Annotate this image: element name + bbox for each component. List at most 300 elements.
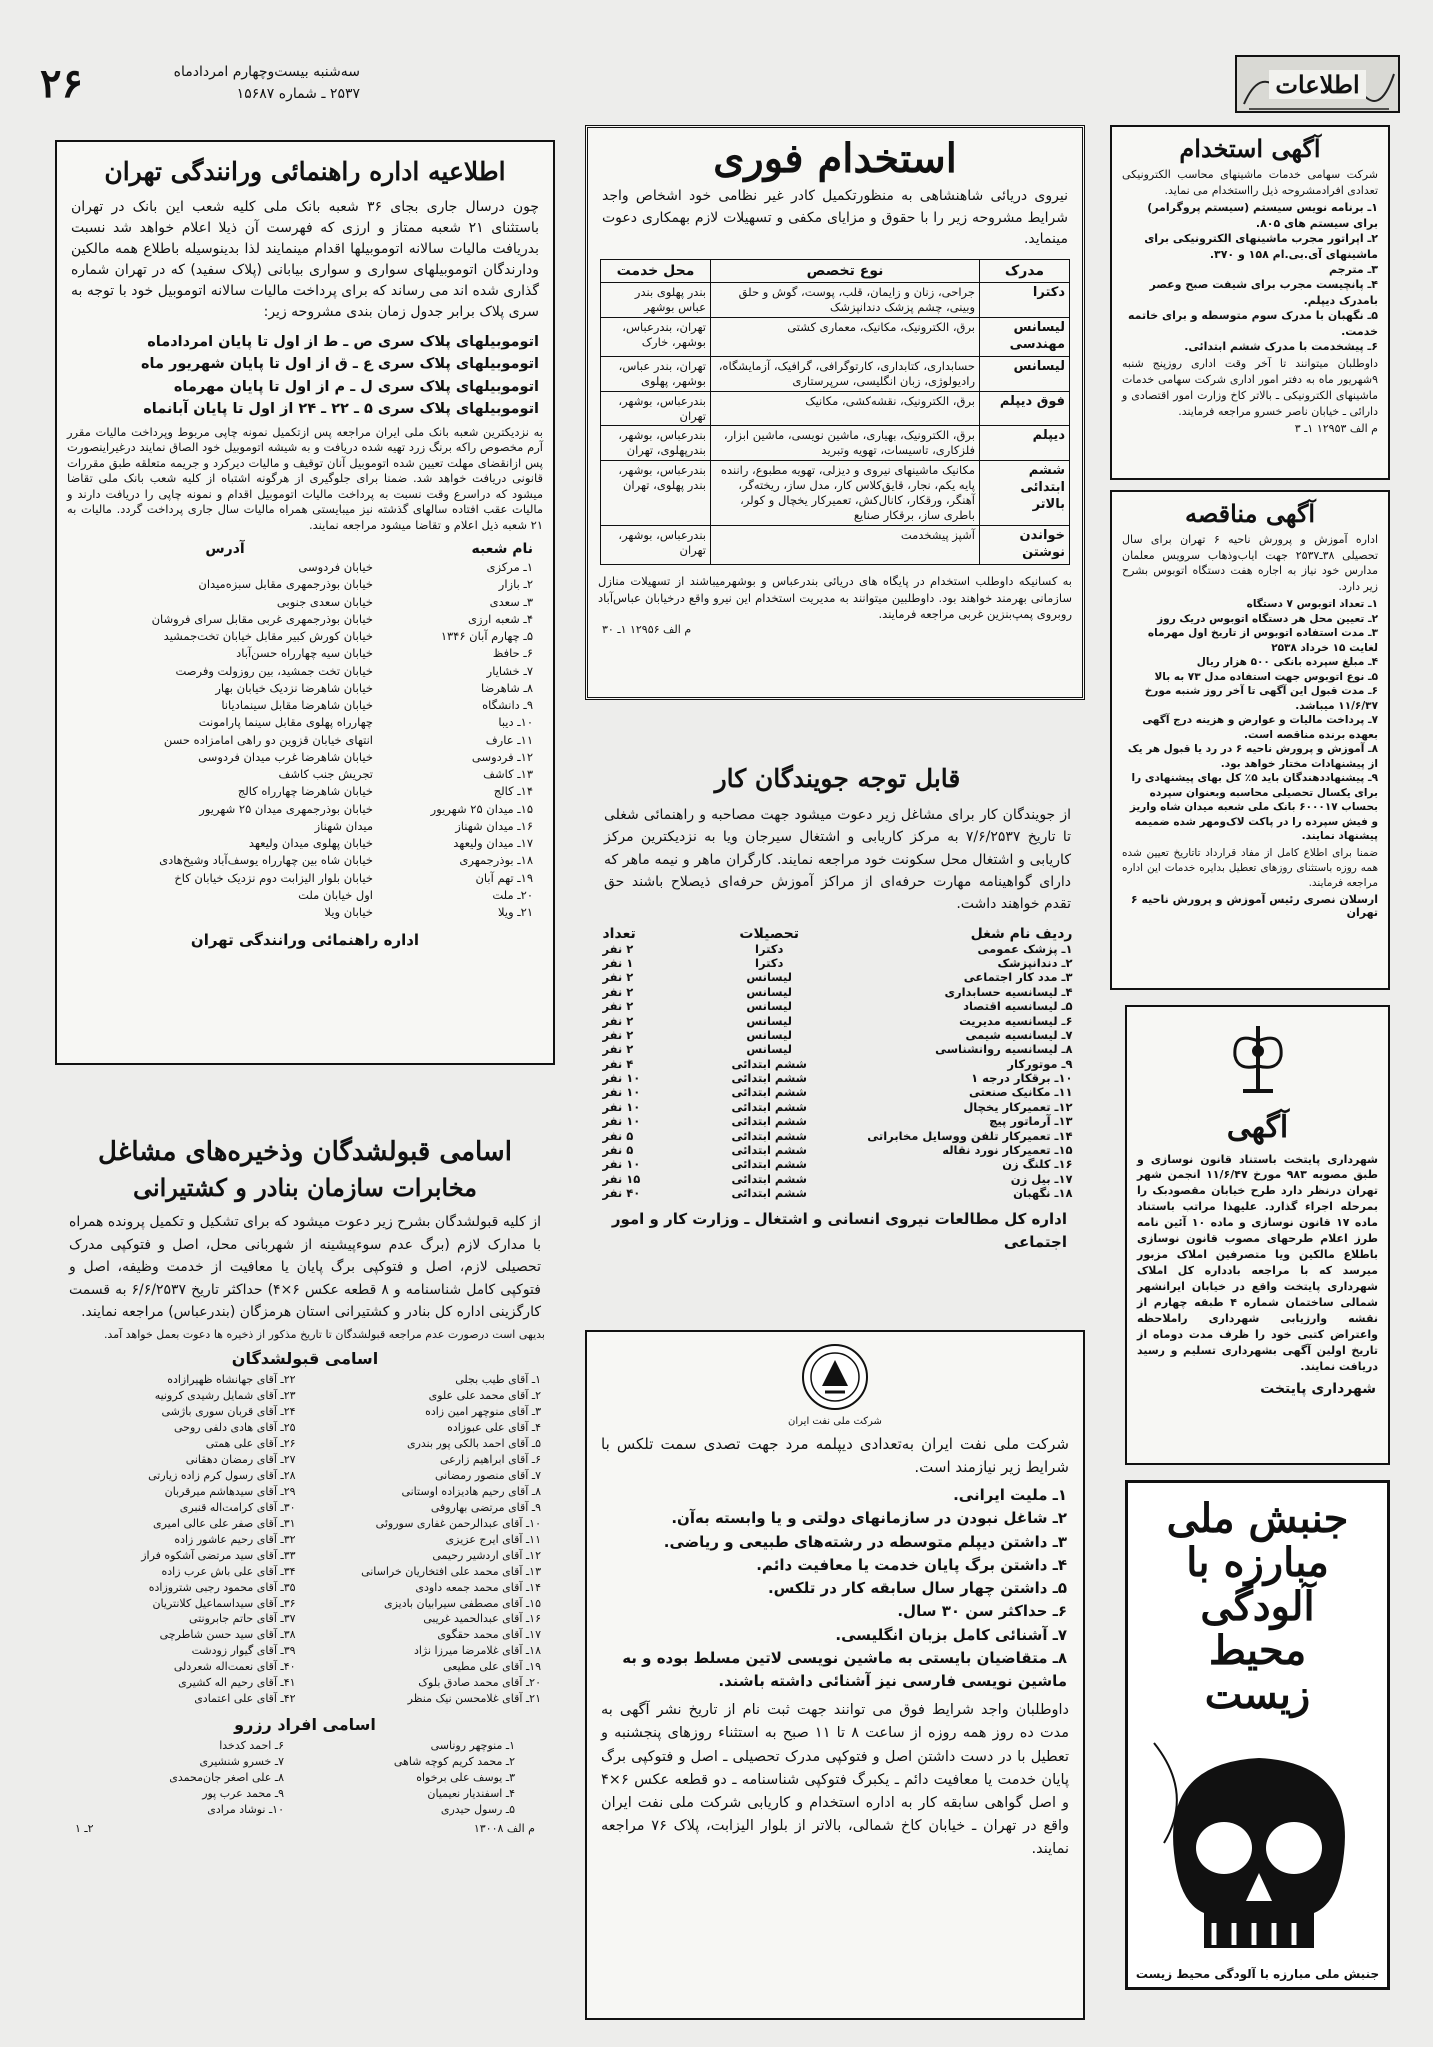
- tender-item: ۴ـ مبلغ سپرده بانکی ۵۰۰ هزار ریال: [1196, 656, 1378, 669]
- oil-requirements: [587, 1478, 1083, 1699]
- branch-address: خیابان ویلا: [324, 905, 373, 920]
- municipal-notice: [1125, 1005, 1390, 1465]
- poster-line-1: جنبش ملی: [1166, 1495, 1349, 1542]
- jobs-row: [603, 970, 1073, 984]
- tender-item: ۷ـ پرداخت مالیات و عوارض و هزینه درج آگهی بعهده برنده مناقصه است.: [1142, 714, 1378, 741]
- reserve-title: اسامی افراد رزرو: [234, 1715, 376, 1735]
- job-name: ۵ـ لیسانسیه اقتصاد: [963, 999, 1073, 1014]
- tender-item: ۵ـ نوع اتوبوس جهت استفاده مدل ۷۳ به بالا: [1154, 670, 1378, 683]
- branch-name-header: نام شعبه: [471, 541, 533, 558]
- branch-address: خیابان فردوسی: [298, 560, 373, 575]
- job-education: دکترا: [755, 941, 784, 956]
- navy-code: م الف ۱۲۹۵۶ ۱ـ ۳۰: [602, 622, 692, 636]
- poster-caption: جنبش ملی مبارزه با آلودگی محیط زیست: [1135, 1967, 1380, 1981]
- reserves-notice: [55, 1130, 555, 2015]
- job-count: ۱۰ نفر: [602, 1085, 641, 1100]
- branch-address: خیابان شاهرضا چهارراه کالج: [237, 784, 373, 799]
- branch-name: ۱۲ـ فردوسی: [471, 749, 533, 764]
- tender-notice: [1110, 490, 1390, 990]
- hiring-small-code: م الف ۱۲۹۵۳ ۱ـ ۳: [1294, 422, 1378, 436]
- job-name: ۱ـ پزشک عمومی: [977, 941, 1073, 956]
- jobs-notice: [590, 755, 1085, 1275]
- navy-specialty: حسابداری، کتابداری، کارتوگرافی، گرافیک، آزمایشگاه، رادیولوژی، زبان انگلیسی، سرپرستاری: [711, 356, 980, 391]
- jobs-row: [603, 1143, 1073, 1157]
- job-education: ششم ابتدائی: [731, 1157, 807, 1172]
- oil-logo: [587, 1342, 1083, 1427]
- accepted-name: ۳۷ـ آقای حاتم جابرونتی: [189, 1612, 296, 1626]
- accepted-name: ۳۰ـ آقای کرامت‌اله قنبری: [179, 1500, 296, 1514]
- navy-intro: نیروی دریائی شاهنشاهی به منظورتکمیل کادر غیر نظامی خود اشخاص واجد شرایط مشروحه زیر را با حقوق و مزایای مکفی و تسهیلات لازم بهمکاری دعوت مینماید.: [602, 188, 1068, 248]
- hiring-item: ۵ـ نگهبان با مدرک سوم متوسطه و برای خاتمه خدمت.: [1127, 309, 1378, 338]
- schedule-item: اتوموبیلهای پلاک سری ل ـ م از اول تا پایان مهرماه: [173, 378, 539, 395]
- navy-location: بندرعباس، بوشهر، بندرپهلوی، تهران: [601, 426, 711, 461]
- accepted-name: ۱۲ـ آقای اردشیر رحیمی: [432, 1548, 541, 1562]
- hiring-small: [1110, 125, 1390, 480]
- job-education: ششم ابتدائی: [731, 1114, 807, 1129]
- tender-item: ۲ـ تعیین محل هر دستگاه اتوبوس دریک روز: [1157, 612, 1378, 625]
- accepted-name: ۱۴ـ آقای محمد جمعه داودی: [415, 1580, 541, 1594]
- jobs-col-count: تعداد: [602, 925, 636, 942]
- hiring-small-items: [1112, 198, 1388, 356]
- navy-specialty: جراحی، زنان و زایمان، قلب، پوست، گوش و حلق وبینی، چشم پزشک دندانپزشک: [711, 283, 980, 318]
- accepted-name: ۲ـ آقای محمد علی علوی: [428, 1389, 541, 1403]
- navy-footer: به کسانیکه داوطلب استخدام در پایگاه های دریائی بندرعباس و بوشهرمیباشند از تسهیلات منازل سازمانی بهرمند خواهند بود. داوطلبین میتوانند به مدیریت استخدام این نیرو واقع درخیابان عباس‌آباد روبروی پمپ‌بنزین غربی مراجعه فرمایند.: [598, 573, 1072, 622]
- jobs-row: [603, 1172, 1073, 1186]
- municipal-sign: شهرداری پایتخت: [1260, 1380, 1376, 1397]
- tender-item: ۳ـ مدت استفاده اتوبوس از تاریخ اول مهرماه لغایت ۱۵ خرداد ۲۵۳۸: [1147, 627, 1378, 654]
- reserves-note: بدیهی است درصورت عدم مراجعه قبولشدگان تا تاریخ مذکور از ذخیره ها دعوت بعمل خواهد آمد.: [103, 1328, 545, 1342]
- navy-degree: ششم ابتدائی بالاتر: [980, 461, 1070, 526]
- reserve-name: ۳ـ یوسف علی برخواه: [416, 1770, 515, 1784]
- accepted-name: ۱۸ـ آقای غلامرضا میرزا نژاد: [413, 1644, 541, 1658]
- job-education: ششم ابتدائی: [731, 1056, 807, 1071]
- reserves-code-2: ۲ـ ۱: [75, 1821, 94, 1835]
- accepted-name: ۶ـ آقای ابراهیم زارعی: [439, 1453, 541, 1467]
- accepted-name: ۱ـ آقای طیب بجلی: [455, 1373, 541, 1387]
- job-count: ۱ نفر: [602, 956, 634, 971]
- jobs-title: قابل توجه جویندگان کار: [714, 764, 961, 793]
- oil-body: داوطلبان واجد شرایط فوق می توانند جهت ثبت نام از تاریخ نشر آگهی به مدت ده روز همه روزه از ساعت ۸ تا ۱۱ صبح به استثناء روزهای پنجشنبه و تعطیل با در دست داشتن اصل و فتوکپی مدرک تحصیلی ـ اصل و فتوکپی برگ پایان خدمت یا معافیت دائم ـ یکبرگ فتوکپی شناسنامه ـ دو قطعه عکس ۶×۴ و اصل گواهی سابقه کار به اداره استخدام و کاریابی شرکت ملی نفت ایران واقع در تهران ـ خیابان کاخ شمالی، بالاتر از بلوار الیزابت، پلاک ۷۶ مراجعه نمایند.: [601, 1702, 1070, 1858]
- job-name: ۱۴ـ تعمیرکار تلفن ووسایل مخابراتی: [867, 1128, 1073, 1143]
- job-name: ۸ـ لیسانسیه روانشناسی: [935, 1042, 1073, 1057]
- branch-name: ۶ـ حافظ: [492, 646, 533, 661]
- accepted-name: ۳۴ـ آقای علی باش عرب زاده: [161, 1564, 296, 1578]
- municipal-emblem-icon: [1223, 1021, 1293, 1101]
- jobs-table: [603, 926, 1073, 1201]
- traffic-intro: چون درسال جاری بجای ۳۶ شعبه بانک ملی کلیه شعب این بانک در تهران باستثنای ۲۱ شعبه ممتاز و ارزی که فهرست آن ذیلا اعلام خواهد شد نسبت بدریافت مالیات سالانه اتوموبیلها اقدام مینمایند لذا بدینوسیله باطلاع همه مالکین ودارندگان اتوموبیلهای سواری و سواری بیابانی (پلاک سفید) که در تهران شماره گذاری شده اند می رساند که برای پرداخت مالیات سالانه اتوموبیل خود با توجه به سری پلاک برابر جدول زمان بندی مشروحه زیر:: [71, 198, 539, 320]
- job-name: ۴ـ لیسانسیه حسابداری: [944, 984, 1073, 999]
- tender-body: ضمنا برای اطلاع کامل از مفاد قرارداد تاتاریخ تعیین شده همه روزه باستثنای روزهای تعطیل بدایره خدمات این اداره مراجعه فرمایند.: [1122, 846, 1378, 890]
- job-education: لیسانس: [746, 1027, 792, 1042]
- accepted-name: ۲۶ـ آقای علی همتی: [205, 1437, 296, 1451]
- accepted-title: اسامی قبولشدگان: [231, 1349, 379, 1369]
- accepted-name: ۳۳ـ آقای سید مرتضی آشکوه فراز: [141, 1548, 296, 1562]
- job-education: ششم ابتدائی: [731, 1128, 807, 1143]
- branch-name: ۷ـ خشایار: [486, 663, 533, 678]
- job-count: ۴ نفر: [602, 1056, 634, 1071]
- job-name: ۱۲ـ تعمیرکار یخچال: [963, 1099, 1073, 1114]
- hiring-item: ۲ـ اپراتور مجرب ماشینهای الکترونیکی برای ماشینهای آی.بی.ام ۱۵۸ و ۳۷۰.: [1144, 232, 1378, 261]
- hiring-small-intro: شرکت سهامی خدمات ماشینهای محاسب الکترونیکی تعدادی افرادمشروحه ذیل رااستخدام می نماید.: [1122, 167, 1378, 197]
- navy-row: [601, 461, 1070, 526]
- jobs-row: [603, 1100, 1073, 1114]
- navy-col-location: محل خدمت: [601, 260, 711, 283]
- job-count: ۱۵ نفر: [602, 1171, 641, 1186]
- branch-name: ۱۹ـ تهم آبان: [475, 870, 533, 885]
- navy-location: بندرعباس، بوشهر، بندر پهلوی، تهران: [601, 461, 711, 526]
- accepted-name: ۴۰ـ آقای نعمت‌اله شعردلی: [173, 1660, 296, 1674]
- accepted-name: ۲۲ـ آقای جهانشاه ظهیرازاده: [167, 1373, 296, 1387]
- branch-address: چهارراه پهلوی مقابل سینما پارامونت: [198, 715, 373, 730]
- jobs-row: [603, 1085, 1073, 1099]
- accepted-name: ۴۱ـ آقای رحیم اله کشیری: [178, 1676, 296, 1690]
- job-count: ۲ نفر: [602, 999, 634, 1014]
- page-number: ۲۶: [40, 60, 83, 107]
- masthead: [40, 55, 1400, 113]
- job-count: ۲ نفر: [602, 941, 634, 956]
- branch-name: ۱۶ـ میدان شهناز: [455, 818, 533, 833]
- jobs-footer: اداره کل مطالعات نیروی انسانی و اشتغال ـ وزارت کار و امور اجتماعی: [611, 1210, 1067, 1251]
- accepted-name: ۴۲ـ آقای علی اعتمادی: [194, 1692, 296, 1706]
- jobs-row: [603, 1157, 1073, 1171]
- hiring-item: ۳ـ مترجم: [1328, 263, 1378, 277]
- accepted-name: ۲۹ـ آقای سیدهاشم میرقربان: [164, 1484, 296, 1498]
- navy-location: تهران، بندرعباس، بوشهر، خارک: [601, 317, 711, 356]
- jobs-row: [603, 1014, 1073, 1028]
- branch-address: تجریش جنب کاشف: [278, 767, 373, 782]
- branch-name: ۱۰ـ دیبا: [498, 715, 533, 730]
- newspaper-logo: [1235, 55, 1400, 113]
- municipal-body: شهرداری پایتخت باستناد قانون نوسازی و طبق مصوبه ۹۸۳ مورخ ۱۱/۶/۴۷ انجمن شهر تهران درنظر دارد طرح خیابان مقصودبک را بمرحله اجراء گذارد. علیهذا مراتب باستناد ماده ۱۷ قانون نوسازی و ماده ۱۰ آئین نامه طرز اعلام طرحهای مصوب قانون نوسازی باطلاع مالکین ویا متصرفین املاک مزبور میرسد که با مراجعه بادداره کل املاک شهرداری پایتخت واقع در خیابان ایرانشهر شمالی ساختمان شماره ۴ طبقه چهارم از نقشه وارزیابی شهرداری راملاحظه واعتراض کتبی خود را ظرف مدت دوماه از تاریخ اولین آگهی بشهرداری تسلیم و رسید دریافت نمایند.: [1137, 1152, 1379, 1373]
- accepted-name: ۳۲ـ آقای رحیم عاشور زاده: [174, 1532, 296, 1546]
- branch-name: ۱۱ـ عارف: [485, 732, 533, 747]
- tender-title: آگهی مناقصه: [1184, 499, 1316, 528]
- accepted-name: ۲۱ـ آقای غلامحسن نیک منظر: [407, 1692, 541, 1706]
- accepted-name: ۳۶ـ آقای سیداسماعیل کلانتریان: [152, 1596, 296, 1610]
- tender-intro: اداره آموزش و پرورش ناحیه ۶ تهران برای سال تحصیلی ۳۸ـ۲۵۳۷ جهت ایاب‌وذهاب سرویس معلمان مدارس خود نیاز به اجاره هفت دستگاه اتوبوس بشرح زیر دارد.: [1122, 532, 1379, 594]
- poster-line-2: مبارزه با: [1186, 1539, 1329, 1586]
- municipal-emblem: [1127, 1021, 1388, 1105]
- traffic-schedule: [57, 323, 553, 425]
- branch-name: ۲۰ـ ملت: [492, 887, 533, 902]
- accepted-name: ۱۱ـ آقای ایرج عزیزی: [445, 1532, 541, 1546]
- jobs-intro: از جویندگان کار برای مشاغل زیر دعوت میشود جهت مصاحبه و راهنمائی شغلی تا تاریخ ۷/۶/۲۵۳۷ به مرکز کاریابی و اشتغال سیرجان ویا به نزدیکترین مرکز کاریابی و اشتغال محل سکونت خود مراجعه نمایند. کارگران ماهر و نیمه ماهر که دارای گواهینامه مهارت حرفه‌ای از مراکز آموزش حرفه‌ای ذیصلاح باشند حق تقدم خواهند داشت.: [604, 806, 1072, 913]
- job-education: ششم ابتدائی: [731, 1071, 807, 1086]
- reserves-code: م الف ۱۳۰۰۸: [473, 1821, 535, 1835]
- accepted-name: ۱۰ـ آقای عبدالرحمن غفاری سوروئی: [375, 1516, 541, 1530]
- navy-row: [601, 356, 1070, 391]
- traffic-note: به نزدیکترین شعبه بانک ملی ایران مراجعه پس ازتکمیل نمونه چاپی مربوط وپرداخت مالیات مقرر آرم مخصوص راکه برنگ زرد تهیه شده دریافت و به شیشه اتوموبیل خود الصاق نمایند درغیراینصورت پس ازانقضای مهلت تعیین شده اتوموبیل آنان توقیف و مالیات دیرکرد و جریمه متعلقه طبق مقررات قانونی دریافت خواهد شد. ضمنا برای جلوگیری از هرگونه اشتباه از کلیه شعب بانک ملی تقاضا میشود که دراسرع وقت نسبت به پرداخت مالیات اتوموبیل اقدام و نمونه چاپی را دریافت دارند و مالیات عقب افتاده سالهای گذشته نیز میبایستی همراه مالیات سال جاری پرداخت گردد. مالیات به ۲۱ شعبه ذیل اعلام و تقاضا میشود مراجعه نمایند.: [67, 424, 543, 532]
- branch-name: ۲۱ـ ویلا: [498, 905, 533, 920]
- accepted-name: ۲۴ـ آقای قربان سوری باژشی: [161, 1405, 296, 1419]
- poster-headline: [1128, 1497, 1387, 1717]
- jobs-row: [603, 1129, 1073, 1143]
- oil-requirement: ۶ـ حداکثر سن ۳۰ سال.: [897, 1602, 1067, 1621]
- accepted-name: ۱۹ـ آقای علی مطیعی: [443, 1660, 541, 1674]
- jobs-row: [603, 985, 1073, 999]
- issue-date: سه‌شنبه بیست‌وچهارم امردادماه: [173, 64, 360, 80]
- navy-specialty: آشپز پیشخدمت: [711, 526, 980, 565]
- navy-degree: فوق دیپلم: [980, 391, 1070, 426]
- branch-address: خیابان پهلوی میدان ولیعهد: [248, 836, 373, 851]
- job-education: لیسانس: [746, 999, 792, 1014]
- reserve-list-1: [326, 1738, 515, 1818]
- reserves-subtitle: مخابرات سازمان بنادر و کشتیرانی: [132, 1172, 478, 1202]
- oil-intro: شرکت ملی نفت ایران به‌تعدادی دیپلمه مرد جهت تصدی سمت تلکس با شرایط زیر نیازمند است.: [601, 1435, 1069, 1476]
- accepted-name: ۲۳ـ آقای شمایل رشیدی کرونیه: [154, 1389, 296, 1403]
- navy-degree: دکترا: [980, 283, 1070, 318]
- jobs-row: [603, 1114, 1073, 1128]
- job-count: ۲ نفر: [602, 1042, 634, 1057]
- oil-requirement: ۷ـ آشنائی کامل بزبان انگلیسی.: [835, 1625, 1067, 1644]
- job-name: ۱۷ـ بیل زن: [1010, 1171, 1073, 1186]
- navy-row: [601, 283, 1070, 318]
- navy-row: [601, 426, 1070, 461]
- branch-address: خیابان بلوار الیزابت دوم نزدیک خیابان کاخ: [174, 870, 373, 885]
- branch-address: خیابان بوذرجمهری میدان ۲۵ شهریور: [199, 801, 373, 816]
- accepted-name: ۲۷ـ آقای رمضان دهقانی: [185, 1453, 296, 1467]
- reserve-name: ۱ـ منوچهر روناسی: [430, 1739, 515, 1753]
- navy-row: [601, 317, 1070, 356]
- tender-item: ۸ـ آموزش و پرورش ناحیه ۶ در رد یا قبول هر یک از پیشنهادات مختار خواهد بود.: [1127, 743, 1378, 770]
- job-count: ۲ نفر: [602, 1013, 634, 1028]
- branch-address: انتهای خیابان قزوین دو راهی امامزاده حسن: [163, 732, 373, 747]
- accepted-list-1: [314, 1372, 541, 1707]
- branch-address: خیابان سعدی جنوبی: [276, 594, 373, 609]
- tender-items: [1112, 595, 1388, 845]
- accepted-name: ۵ـ آقای احمد بالکی پور بندری: [406, 1437, 541, 1451]
- job-education: لیسانس: [746, 1042, 792, 1057]
- branch-name: ۲ـ بازار: [498, 577, 533, 592]
- branch-address-header: آدرس: [205, 541, 245, 558]
- accepted-name: ۳۱ـ آقای صفر علی عالی امیری: [153, 1516, 296, 1530]
- traffic-title: اطلاعیه اداره راهنمائی ورانندگی تهران: [104, 157, 506, 186]
- job-count: ۵ نفر: [602, 1128, 634, 1143]
- oil-requirement: ۸ـ متقاضیان بایستی به ماشین نویسی لاتین مسلط بوده و به ماشین نویسی فارسی نیز آشنائی داشته باشند.: [622, 1648, 1067, 1690]
- job-name: ۳ـ مدد کار اجتماعی: [963, 970, 1073, 985]
- job-count: ۲ نفر: [602, 970, 634, 985]
- branch-name: ۸ـ شاهرضا: [480, 680, 533, 695]
- branch-name: ۱۸ـ بوذرجمهری: [459, 853, 533, 868]
- branch-address: خیابان شاه بین چهارراه یوسف‌آباد وشیخ‌هادی: [159, 853, 373, 868]
- navy-specialty: برق، الکترونیک، بهیاری، ماشین نویسی، ماشین ابزار، فلزکاری، تاسیسات، تهویه وتبرید: [711, 426, 980, 461]
- jobs-row: [603, 942, 1073, 956]
- job-name: ۱۶ـ کلنگ زن: [1002, 1157, 1073, 1172]
- branch-address: خیابان سیه چهارراه حسن‌آباد: [236, 646, 373, 661]
- navy-title: استخدام فوری: [713, 135, 957, 182]
- branch-address-list: [77, 559, 373, 921]
- navy-hiring: [585, 125, 1085, 700]
- branch-name: ۴ـ شعبه ارزی: [468, 611, 533, 626]
- hiring-item: ۱ـ برنامه نویس سیستم (سیستم پروگرامر) برای سیستم های ۸۰۵.: [1147, 201, 1378, 230]
- job-count: ۱۰ نفر: [602, 1157, 641, 1172]
- branch-address: میدان شهناز: [314, 818, 373, 833]
- reserve-name: ۹ـ محمد عرب پور: [202, 1786, 284, 1800]
- jobs-col-edu: تحصیلات: [739, 925, 799, 942]
- hiring-item: ۴ـ پانچیست مجرب برای شیفت صبح وعصر بامدرک دیپلم.: [1149, 278, 1378, 307]
- logo-text: اطلاعات: [1269, 70, 1365, 99]
- branch-address: اول خیابان ملت: [298, 887, 373, 902]
- schedule-item: اتوموبیلهای پلاک سری ۵ ـ ۲۲ ـ ۲۴ از اول تا پایان آبانماه: [143, 401, 539, 418]
- pollution-poster: [1125, 1480, 1390, 1990]
- branch-name: ۱ـ مرکزی: [486, 560, 533, 575]
- branch-name: ۱۳ـ کاشف: [483, 767, 533, 782]
- reserve-name: ۸ـ علی اصغر جان‌محمدی: [169, 1770, 284, 1784]
- navy-location: بندر پهلوی بندر عباس بوشهر: [601, 283, 711, 318]
- reserve-name: ۱۰ـ نوشاد مرادی: [207, 1802, 284, 1816]
- reserves-title: اسامی قبولشدگان وذخیره‌های مشاغل: [98, 1137, 512, 1167]
- accepted-name: ۴ـ آقای علی عبوزاده: [447, 1421, 541, 1435]
- jobs-row: [603, 1028, 1073, 1042]
- accepted-list-2: [69, 1372, 296, 1707]
- reserves-intro: از کلیه قبولشدگان بشرح زیر دعوت میشود که برای تشکیل و تکمیل پرونده همراه با مدارک لازم (برگ عدم سوءپیشینه از شهربانی محل، اصل و فتوکپی مدرک تحصیلی لازم، اصل و فتوکپی برگ پایان یا معافیت از خدمت وظیفه، اصل و فتوکپی کامل شناسنامه و ۸ قطعه عکس ۶×۴) حداکثر تاریخ ۶/۶/۲۵۳۷ به قسمت کارگزینی اداره کل بنادر و کشتیرانی استان هرمزگان (بندرعباس) مراجعه نمایند.: [69, 1214, 541, 1321]
- job-count: ۱۰ نفر: [602, 1071, 641, 1086]
- branch-address: خیابان بوذرجمهری مقابل سبزه‌میدان: [198, 577, 373, 592]
- branch-name: ۵ـ چهارم آبان ۱۳۴۶: [440, 629, 533, 644]
- navy-location: تهران، بندر عباس، بوشهر، پهلوی: [601, 356, 711, 391]
- job-name: ۱۸ـ نگهبان: [1013, 1186, 1073, 1201]
- schedule-item: اتوموبیلهای پلاک سری ع ـ ق از اول تا پایان شهریور ماه: [140, 356, 539, 373]
- branch-name: ۱۷ـ میدان ولیعهد: [453, 836, 533, 851]
- navy-specialty: مکانیک ماشینهای نیروی و دیزلی، تهویه مطبوع، راننده پایه یکم، نجار، قایق‌کلاس کار، مدل ساز، ریخته‌گر، آهنگر، ورقکار، کانال‌کش، تعمیرکار یخچال و کولر، باطری ساز، برقکار صنایع: [711, 461, 980, 526]
- branch-name: ۹ـ دانشگاه: [482, 698, 533, 713]
- oil-hiring: [585, 1330, 1085, 2020]
- job-count: ۵ نفر: [602, 1142, 634, 1157]
- job-count: ۲ نفر: [602, 984, 634, 999]
- branch-address: خیابان شاهرضا نزدیک خیابان بهار: [215, 680, 373, 695]
- job-education: لیسانس: [746, 984, 792, 999]
- navy-degree: لیسانس مهندسی: [980, 317, 1070, 356]
- hiring-small-body: داوطلبان میتوانند تا آخر وقت اداری روزپنج شنبه ۹شهریور ماه به دفتر امور اداری شرکت سهامی خدمات ماشینهای الکترونیکی ـ بالاتر کاخ وزارت امور اقتصادی و دارائی ـ خیابان ناصر خسرو مراجعه فرمایند.: [1122, 357, 1378, 419]
- navy-col-degree: مدرک: [980, 260, 1070, 283]
- skull-illustration-icon: [1134, 1733, 1384, 1973]
- oil-logo-caption: شرکت ملی نفت ایران: [788, 1416, 882, 1427]
- accepted-name: ۲۰ـ آقای محمد صادق بلوک: [418, 1676, 541, 1690]
- job-name: ۱۱ـ مکانیک صنعتی: [968, 1085, 1073, 1100]
- navy-location: بندرعباس، بوشهر، تهران: [601, 526, 711, 565]
- municipal-title: آگهی: [1226, 1110, 1289, 1145]
- jobs-row: [603, 956, 1073, 970]
- traffic-notice: [55, 140, 555, 1065]
- job-education: ششم ابتدائی: [731, 1171, 807, 1186]
- reserve-name: ۴ـ اسفندیار نعیمیان: [427, 1786, 515, 1800]
- reserve-list-2: [95, 1738, 284, 1818]
- traffic-signature: اداره راهنمائی ورانندگی تهران: [190, 931, 420, 950]
- navy-specialty: برق، الکترونیک، نقشه‌کشی، مکانیک: [711, 391, 980, 426]
- accepted-name: ۳۹ـ آقای گیوار زودشت: [191, 1644, 296, 1658]
- accepted-name: ۹ـ آقای مرتضی بهاروفی: [430, 1500, 541, 1514]
- hiring-small-title: آگهی استخدام: [1179, 134, 1321, 163]
- schedule-item: اتوموبیلهای پلاک سری ص ـ ط از اول تا پایان امردادماه: [147, 333, 539, 350]
- accepted-name: ۷ـ آقای منصور رمضانی: [435, 1469, 541, 1482]
- issue-info: [130, 61, 360, 105]
- poster-line-3: آلودگی: [1200, 1583, 1315, 1630]
- accepted-name: ۱۷ـ آقای محمد حقگوی: [437, 1628, 541, 1642]
- branch-address: خیابان کورش کبیر مقابل خیابان تخت‌جمشید: [163, 629, 373, 644]
- reserve-name: ۶ـ احمد کدخدا: [219, 1739, 284, 1753]
- jobs-row: [603, 1042, 1073, 1056]
- accepted-name: ۳۸ـ آقای سید حسن شاطرچی: [159, 1628, 296, 1642]
- job-education: ششم ابتدائی: [731, 1099, 807, 1114]
- tender-sign: ارسلان نصری رئیس آموزش و پرورش ناحیه ۶ تهران: [1130, 893, 1378, 920]
- navy-table: [600, 259, 1070, 565]
- branch-address: خیابان شاهرضا غرب میدان فردوسی: [198, 749, 373, 764]
- job-education: دکترا: [755, 956, 784, 971]
- branch-address: خیابان شاهرضا مقابل سینمادیانا: [221, 698, 373, 713]
- job-name: ۹ـ موتورکار: [1007, 1056, 1073, 1071]
- poster-line-5: زیست: [1204, 1671, 1311, 1718]
- tender-item: ۶ـ مدت قبول این آگهی تا آخر روز شنبه مورخ ۱۱/۶/۳۷ میباشد.: [1144, 685, 1378, 712]
- job-count: ۲ نفر: [602, 1027, 634, 1042]
- branch-name: ۱۵ـ میدان ۲۵ شهریور: [430, 801, 533, 816]
- reserve-name: ۷ـ خسرو شنشیری: [199, 1755, 284, 1768]
- job-name: ۱۰ـ برقکار درجه ۱: [971, 1071, 1073, 1086]
- accepted-name: ۱۶ـ آقای عبدالحمید غریبی: [423, 1612, 541, 1626]
- accepted-name: ۲۸ـ آقای رسول کرم زاده زیارتی: [148, 1469, 296, 1482]
- navy-degree: خواندن نوشتن: [980, 526, 1070, 565]
- job-education: لیسانس: [746, 1013, 792, 1028]
- oil-requirement: ۴ـ داشتن برگ پایان خدمت یا معافیت دائم.: [756, 1555, 1067, 1574]
- branch-address: خیابان تخت جمشید، بین روزولت وفرصت: [175, 663, 373, 678]
- hiring-item: ۶ـ پیشخدمت با مدرک ششم ابتدائی.: [1184, 339, 1378, 353]
- accepted-name: ۱۵ـ آقای مصطفی سیرابیان بادیزی: [383, 1596, 541, 1610]
- oil-requirement: ۲ـ شاغل نبودن در سازمانهای دولتی و یا وابسته به‌آن.: [671, 1509, 1067, 1528]
- branch-name-list: [383, 559, 533, 921]
- navy-degree: لیسانس: [980, 356, 1070, 391]
- jobs-row: [603, 1071, 1073, 1085]
- job-count: ۱۰ نفر: [602, 1099, 641, 1114]
- navy-specialty: برق، الکترونیک، مکانیک، معماری کشتی: [711, 317, 980, 356]
- job-education: ششم ابتدائی: [731, 1186, 807, 1201]
- jobs-col-name: ردیف نام شغل: [970, 925, 1073, 942]
- job-count: ۴۰ نفر: [602, 1186, 641, 1201]
- jobs-row: [603, 999, 1073, 1013]
- job-education: ششم ابتدائی: [731, 1085, 807, 1100]
- job-name: ۱۵ـ تعمیرکار نورد نقاله: [942, 1142, 1073, 1157]
- tender-item: ۹ـ پیشنهاددهندگان باید ۵٪ کل بهای پیشنهادی را برای یکسال تحصیلی محاسبه وبعنوان سپرده بحساب ۶۰۰۰۱۷ بانک ملی شعبه میدان شاه واریز و فیش سپرده را در پاکت لاک‌ومهر شده ضمیمه پیشنهاد نمایند.: [1129, 772, 1378, 843]
- jobs-row: [603, 1057, 1073, 1071]
- issue-number: ۲۵۳۷ ـ شماره ۱۵۶۸۷: [236, 86, 360, 102]
- job-name: ۲ـ دندانپزشک: [997, 956, 1073, 971]
- oil-requirement: ۵ـ داشتن چهار سال سابقه کار در تلکس.: [767, 1579, 1067, 1597]
- reserve-name: ۵ـ رسول حیدری: [440, 1802, 515, 1816]
- branch-address: خیابان بوذرجمهری غربی مقابل سرای فروشان: [151, 611, 373, 626]
- poster-line-4: محیط: [1208, 1627, 1307, 1674]
- branch-table: [57, 533, 553, 921]
- accepted-name: ۸ـ آقای رحیم هادیزاده اوستانی: [401, 1484, 541, 1498]
- navy-col-specialty: نوع تخصص: [711, 260, 980, 283]
- branch-name: ۳ـ سعدی: [489, 594, 533, 609]
- oil-requirement: ۱ـ ملیت ایرانی.: [953, 1486, 1067, 1504]
- job-name: ۱۳ـ آرماتور پیچ: [989, 1114, 1073, 1129]
- branch-name: ۱۴ـ کالج: [493, 784, 533, 799]
- jobs-row: [603, 1186, 1073, 1200]
- job-education: ششم ابتدائی: [731, 1142, 807, 1157]
- navy-row: [601, 526, 1070, 565]
- accepted-name: ۱۳ـ آقای محمد علی افتخاریان خراسانی: [361, 1564, 541, 1578]
- oil-emblem-icon: [800, 1342, 870, 1412]
- oil-requirement: ۳ـ داشتن دیپلم متوسطه در رشته‌های طبیعی و ریاضی.: [663, 1532, 1067, 1551]
- job-name: ۷ـ لیسانسیه شیمی: [965, 1027, 1073, 1042]
- reserve-name: ۲ـ محمد کریم کوچه شاهی: [393, 1755, 515, 1768]
- navy-location: بندرعباس، بوشهر، تهران: [601, 391, 711, 426]
- tender-item: ۱ـ تعداد اتوبوس ۷ دستگاه: [1246, 598, 1378, 611]
- navy-row: [601, 391, 1070, 426]
- accepted-name: ۲۵ـ آقای هادی دلفی روحی: [173, 1421, 296, 1435]
- job-education: لیسانس: [746, 970, 792, 985]
- accepted-name: ۳ـ آقای منوچهر امین زاده: [425, 1405, 541, 1419]
- job-count: ۱۰ نفر: [602, 1114, 641, 1129]
